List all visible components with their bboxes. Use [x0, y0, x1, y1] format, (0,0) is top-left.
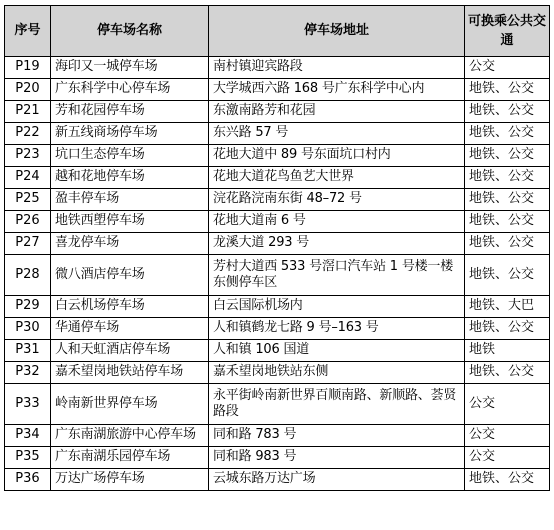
row-number: P26	[5, 211, 51, 233]
row-number: P29	[5, 296, 51, 318]
parking-name: 地铁西塱停车场	[51, 211, 209, 233]
parking-name: 喜龙停车场	[51, 233, 209, 255]
parking-name: 坑口生态停车场	[51, 145, 209, 167]
row-number: P19	[5, 57, 51, 79]
transit-options: 地铁、公交	[465, 123, 550, 145]
transit-options: 公交	[465, 447, 550, 469]
table-row	[5, 340, 550, 362]
table-row	[5, 189, 550, 211]
transit-options: 公交	[465, 384, 550, 425]
table-row	[5, 384, 550, 425]
parking-name: 微八酒店停车场	[51, 255, 209, 296]
table-row	[5, 101, 550, 123]
parking-lot-table	[4, 5, 550, 491]
parking-name: 白云机场停车场	[51, 296, 209, 318]
parking-name: 人和天虹酒店停车场	[51, 340, 209, 362]
table-header-row	[5, 6, 550, 57]
parking-address: 永平街岭南新世界百顺南路、新顺路、荟贤路段	[209, 384, 465, 425]
parking-name: 广东科学中心停车场	[51, 79, 209, 101]
parking-address: 芳村大道西 533 号滘口汽车站 1 号楼一楼东侧停车区	[209, 255, 465, 296]
table-row	[5, 469, 550, 491]
table-row	[5, 211, 550, 233]
row-number: P25	[5, 189, 51, 211]
table-row	[5, 233, 550, 255]
header-name: 停车场名称	[51, 6, 209, 57]
table-row	[5, 167, 550, 189]
row-number: P33	[5, 384, 51, 425]
transit-options: 地铁、公交	[465, 318, 550, 340]
transit-options: 地铁、公交	[465, 145, 550, 167]
parking-address: 同和路 783 号	[209, 425, 465, 447]
parking-address: 同和路 983 号	[209, 447, 465, 469]
parking-address: 嘉禾望岗地铁站东侧	[209, 362, 465, 384]
table-row	[5, 57, 550, 79]
parking-address: 东激南路芳和花园	[209, 101, 465, 123]
row-number: P36	[5, 469, 51, 491]
row-number: P32	[5, 362, 51, 384]
transit-options: 地铁、公交	[465, 469, 550, 491]
transit-options: 公交	[465, 425, 550, 447]
table-row	[5, 123, 550, 145]
transit-options: 地铁、公交	[465, 362, 550, 384]
table-row	[5, 425, 550, 447]
parking-name: 岭南新世界停车场	[51, 384, 209, 425]
transit-options: 地铁、公交	[465, 211, 550, 233]
table-row	[5, 362, 550, 384]
parking-name: 嘉禾望岗地铁站停车场	[51, 362, 209, 384]
parking-address: 花地大道南 6 号	[209, 211, 465, 233]
parking-name: 海印又一城停车场	[51, 57, 209, 79]
parking-name: 新五线商场停车场	[51, 123, 209, 145]
transit-options: 地铁、公交	[465, 101, 550, 123]
table-row	[5, 79, 550, 101]
parking-address: 花地大道花鸟鱼艺大世界	[209, 167, 465, 189]
table-row	[5, 296, 550, 318]
parking-name: 华通停车场	[51, 318, 209, 340]
parking-address: 白云国际机场内	[209, 296, 465, 318]
transit-options: 地铁、公交	[465, 233, 550, 255]
transit-options: 地铁	[465, 340, 550, 362]
transit-options: 地铁、公交	[465, 189, 550, 211]
parking-name: 广东南湖旅游中心停车场	[51, 425, 209, 447]
parking-address: 云城东路万达广场	[209, 469, 465, 491]
table-row	[5, 145, 550, 167]
row-number: P34	[5, 425, 51, 447]
row-number: P31	[5, 340, 51, 362]
row-number: P21	[5, 101, 51, 123]
row-number: P24	[5, 167, 51, 189]
parking-name: 芳和花园停车场	[51, 101, 209, 123]
parking-name: 盈丰停车场	[51, 189, 209, 211]
header-transit: 可换乘公共交通	[465, 6, 550, 57]
row-number: P20	[5, 79, 51, 101]
parking-address: 花地大道中 89 号东面坑口村内	[209, 145, 465, 167]
table-row	[5, 447, 550, 469]
transit-options: 地铁、大巴	[465, 296, 550, 318]
row-number: P35	[5, 447, 51, 469]
row-number: P23	[5, 145, 51, 167]
parking-address: 人和镇鹤龙七路 9 号–163 号	[209, 318, 465, 340]
parking-name: 越和花地停车场	[51, 167, 209, 189]
parking-address: 南村镇迎宾路段	[209, 57, 465, 79]
transit-options: 地铁、公交	[465, 79, 550, 101]
transit-options: 地铁、公交	[465, 167, 550, 189]
parking-name: 广东南湖乐园停车场	[51, 447, 209, 469]
row-number: P27	[5, 233, 51, 255]
transit-options: 地铁、公交	[465, 255, 550, 296]
row-number: P28	[5, 255, 51, 296]
header-address: 停车场地址	[209, 6, 465, 57]
row-number: P22	[5, 123, 51, 145]
parking-address: 大学城西六路 168 号广东科学中心内	[209, 79, 465, 101]
header-no: 序号	[5, 6, 51, 57]
parking-address: 龙溪大道 293 号	[209, 233, 465, 255]
parking-address: 人和镇 106 国道	[209, 340, 465, 362]
parking-address: 东兴路 57 号	[209, 123, 465, 145]
parking-name: 万达广场停车场	[51, 469, 209, 491]
parking-address: 浣花路浣南东街 48–72 号	[209, 189, 465, 211]
row-number: P30	[5, 318, 51, 340]
table-row	[5, 255, 550, 296]
transit-options: 公交	[465, 57, 550, 79]
table-row	[5, 318, 550, 340]
